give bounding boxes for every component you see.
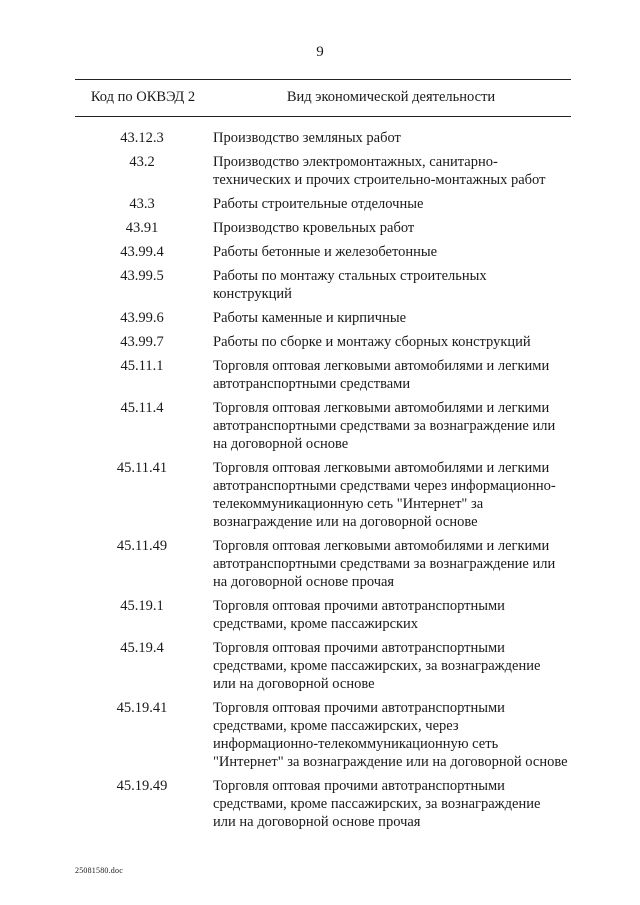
activity-name: Торговля оптовая легковыми автомобилями и легкими автотранспортными средствами: [213, 358, 550, 392]
okved-code: 43.3: [129, 196, 155, 212]
okved-code: 43.99.4: [120, 244, 164, 260]
activity-name: Работы бетонные и железобетонные: [213, 244, 438, 260]
activity-name: Торговля оптовая легковыми автомобилями и легкими автотранспортными средствами за вознаграждение или на договорной основе: [213, 400, 556, 452]
okved-code: 43.99.6: [120, 310, 164, 326]
table-row: [75, 699, 571, 771]
activity-name: Производство кровельных работ: [213, 220, 415, 236]
okved-code: 45.11.1: [120, 358, 164, 374]
table-row: [75, 129, 571, 147]
okved-code: 43.99.5: [120, 268, 164, 284]
okved-code: 45.19.41: [116, 700, 168, 716]
table-row: [75, 333, 571, 351]
header-code: Код по ОКВЭД 2: [90, 89, 196, 105]
activity-name: Торговля оптовая прочими автотранспортными средствами, кроме пассажирских, за вознаграждение или на договорной основе: [213, 640, 541, 692]
table-header: [75, 80, 571, 116]
activity-name: Работы по сборке и монтажу сборных конструкций: [213, 334, 531, 350]
activity-name: Производство земляных работ: [213, 130, 401, 146]
okved-code: 45.11.4: [120, 400, 164, 416]
activity-name: Торговля оптовая прочими автотранспортными средствами, кроме пассажирских: [213, 598, 505, 632]
activity-name: Работы по монтажу стальных строительных конструкций: [213, 268, 487, 302]
activity-name: Производство электромонтажных, санитарно- технических и прочих строительно-монтажных работ: [213, 154, 546, 188]
activity-name: Торговля оптовая прочими автотранспортными средствами, кроме пассажирских, за вознаграждение или на договорной основе прочая: [213, 778, 541, 830]
okved-code: 43.99.7: [120, 334, 164, 350]
activity-name: Работы каменные и кирпичные: [213, 310, 407, 326]
table-row: [75, 267, 571, 303]
okved-code: 43.2: [129, 154, 155, 170]
table-header-rule: [75, 116, 571, 117]
table-row: [75, 243, 571, 261]
table-row: [75, 309, 571, 327]
okved-code: 45.19.49: [116, 778, 168, 794]
page-number: 9: [316, 44, 324, 60]
table-row: [75, 357, 571, 393]
header-name: Вид экономической деятельности: [286, 89, 496, 105]
table-row: [75, 597, 571, 633]
okved-code: 45.11.41: [116, 460, 168, 476]
okved-code: 45.19.1: [120, 598, 164, 614]
table-row: [75, 219, 571, 237]
okved-code: 45.11.49: [116, 538, 168, 554]
table-row: [75, 639, 571, 693]
activity-name: Торговля оптовая легковыми автомобилями и легкими автотранспортными средствами за вознаграждение или на договорной основе прочая: [213, 538, 556, 590]
table-row: [75, 153, 571, 189]
table-row: [75, 399, 571, 453]
activity-name: Работы строительные отделочные: [213, 196, 424, 212]
table-row: [75, 459, 571, 531]
table-row: [75, 537, 571, 591]
activity-name: Торговля оптовая легковыми автомобилями и легкими автотранспортными средствами через информационно- телекоммуникационную сеть "Интернет" за вознаграждение или на договорной основе: [213, 460, 556, 530]
okved-code: 43.12.3: [120, 130, 164, 146]
okved-code: 45.19.4: [120, 640, 164, 656]
activity-name: Торговля оптовая прочими автотранспортными средствами, кроме пассажирских, через информационно-телекоммуникационную сеть "Интернет" за вознаграждение или на договорной основе: [213, 700, 568, 770]
table-row: [75, 777, 571, 831]
table-row: [75, 195, 571, 213]
footer-doc-name: 25081580.doc: [75, 866, 123, 875]
table-body: [75, 129, 571, 837]
okved-code: 43.91: [125, 220, 159, 236]
